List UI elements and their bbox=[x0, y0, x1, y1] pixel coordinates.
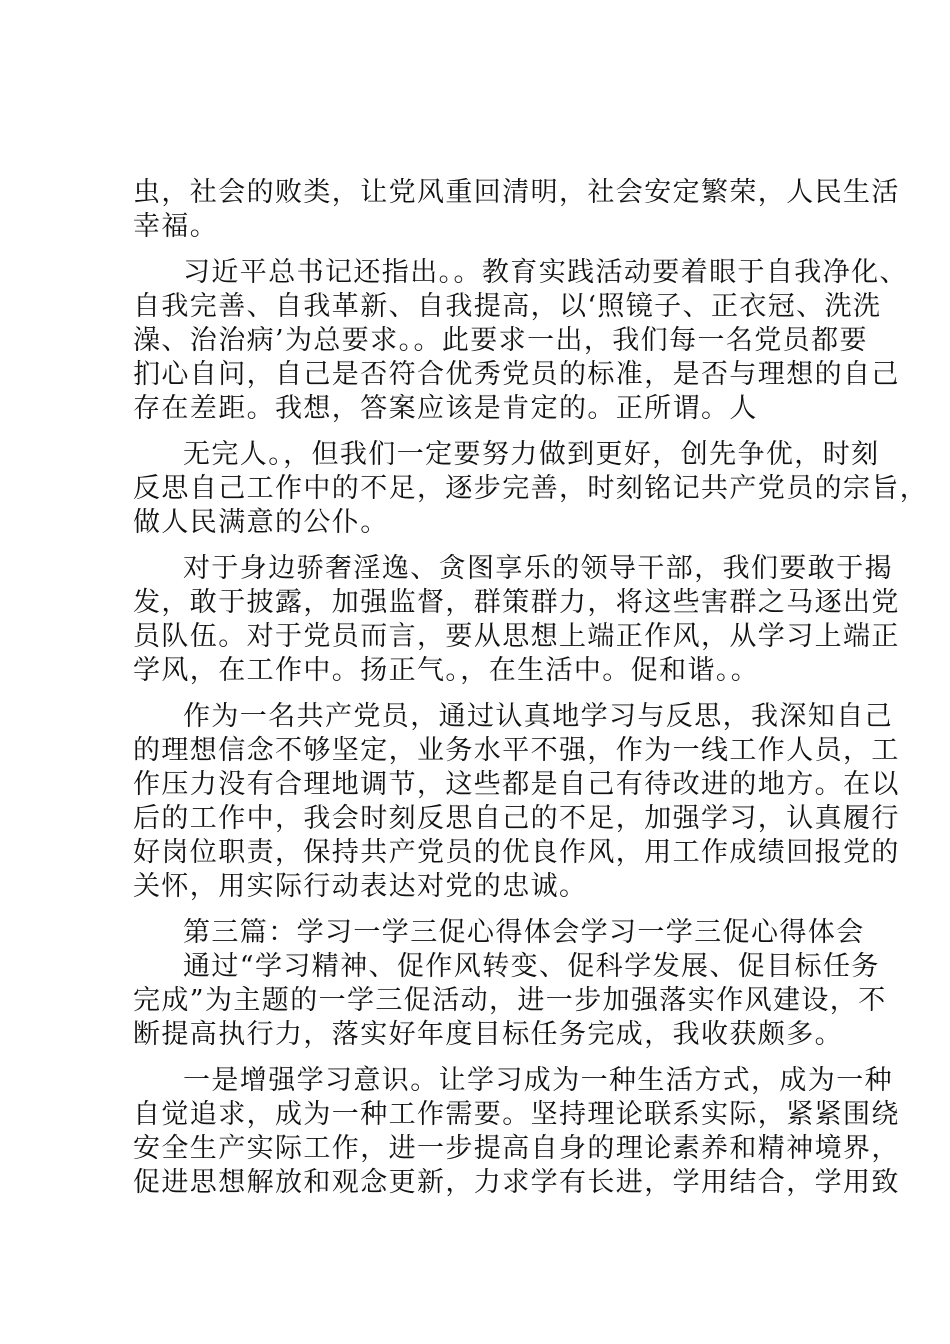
text-line: 一是增强学习意识。让学习成为一种生活方式，成为一种 bbox=[183, 1065, 893, 1096]
text-line: 学风，在工作中。扬正气。，在生活中。促和谐。。 bbox=[133, 655, 760, 686]
text-line: 作压力没有合理地调节，这些都是自己有待改进的地方。在以 bbox=[133, 769, 900, 800]
text-line: 澡、治治病’为总要求。。此要求一出，我们每一名党员都要 bbox=[133, 325, 868, 356]
text-line: 发，敢于披露，加强监督，群策群力，将这些害群之马逐出党 bbox=[133, 587, 900, 618]
text-line: 后的工作中，我会时刻反思自己的不足，加强学习，认真履行 bbox=[133, 803, 900, 834]
text-line: 存在差距。我想，答案应该是肯定的。正所谓。人 bbox=[133, 393, 758, 424]
text-line: 安全生产实际工作，进一步提高自身的理论素养和精神境界， bbox=[133, 1133, 900, 1164]
text-line: 习近平总书记还指出。。教育实践活动要着眼于自我净化、 bbox=[183, 257, 908, 288]
text-line: 关怀，用实际行动表达对党的忠诚。 bbox=[133, 871, 588, 902]
text-line: 促进思想解放和观念更新，力求学有长进，学用结合，学用致 bbox=[133, 1167, 900, 1198]
text-line: 自我完善、自我革新、自我提高，以‘照镜子、正衣冠、洗洗 bbox=[133, 291, 882, 322]
text-line: 幸福。 bbox=[133, 211, 219, 242]
text-line: 员队伍。对于党员而言，要从思想上端正作风，从学习上端正 bbox=[133, 621, 900, 652]
text-line: 的理想信念不够坚定，业务水平不强，作为一线工作人员，工 bbox=[133, 735, 900, 766]
section-heading: 第三篇：学习一学三促心得体会学习一学三促心得体会 bbox=[183, 917, 865, 948]
text-line: 反思自己工作中的不足，逐步完善，时刻铭记共产党员的宗旨， bbox=[133, 473, 929, 504]
text-line: 好岗位职责，保持共产党员的优良作风，用工作成绩回报党的 bbox=[133, 837, 900, 868]
text-line: 通过“学习精神、促作风转变、促科学发展、促目标任务 bbox=[183, 951, 880, 982]
text-line: 扪心自问，自己是否符合优秀党员的标准，是否与理想的自己 bbox=[133, 359, 900, 390]
text-line: 作为一名共产党员，通过认真地学习与反思，我深知自己 bbox=[183, 701, 893, 732]
text-line: 虫，社会的败类，让党风重回清明，社会安定繁荣，人民生活 bbox=[133, 177, 900, 208]
text-line: 完成”为主题的一学三促活动，进一步加强落实作风建设，不 bbox=[133, 985, 887, 1016]
text-line: 做人民满意的公仆。 bbox=[133, 507, 389, 538]
text-line: 自觉追求，成为一种工作需要。坚持理论联系实际，紧紧围绕 bbox=[133, 1099, 900, 1130]
text-line: 无完人。，但我们一定要努力做到更好，创先争优，时刻 bbox=[183, 439, 880, 470]
text-line: 对于身边骄奢淫逸、贪图享乐的领导干部，我们要敢于揭 bbox=[183, 553, 893, 584]
text-line: 断提高执行力，落实好年度目标任务完成，我收获颇多。 bbox=[133, 1019, 843, 1050]
